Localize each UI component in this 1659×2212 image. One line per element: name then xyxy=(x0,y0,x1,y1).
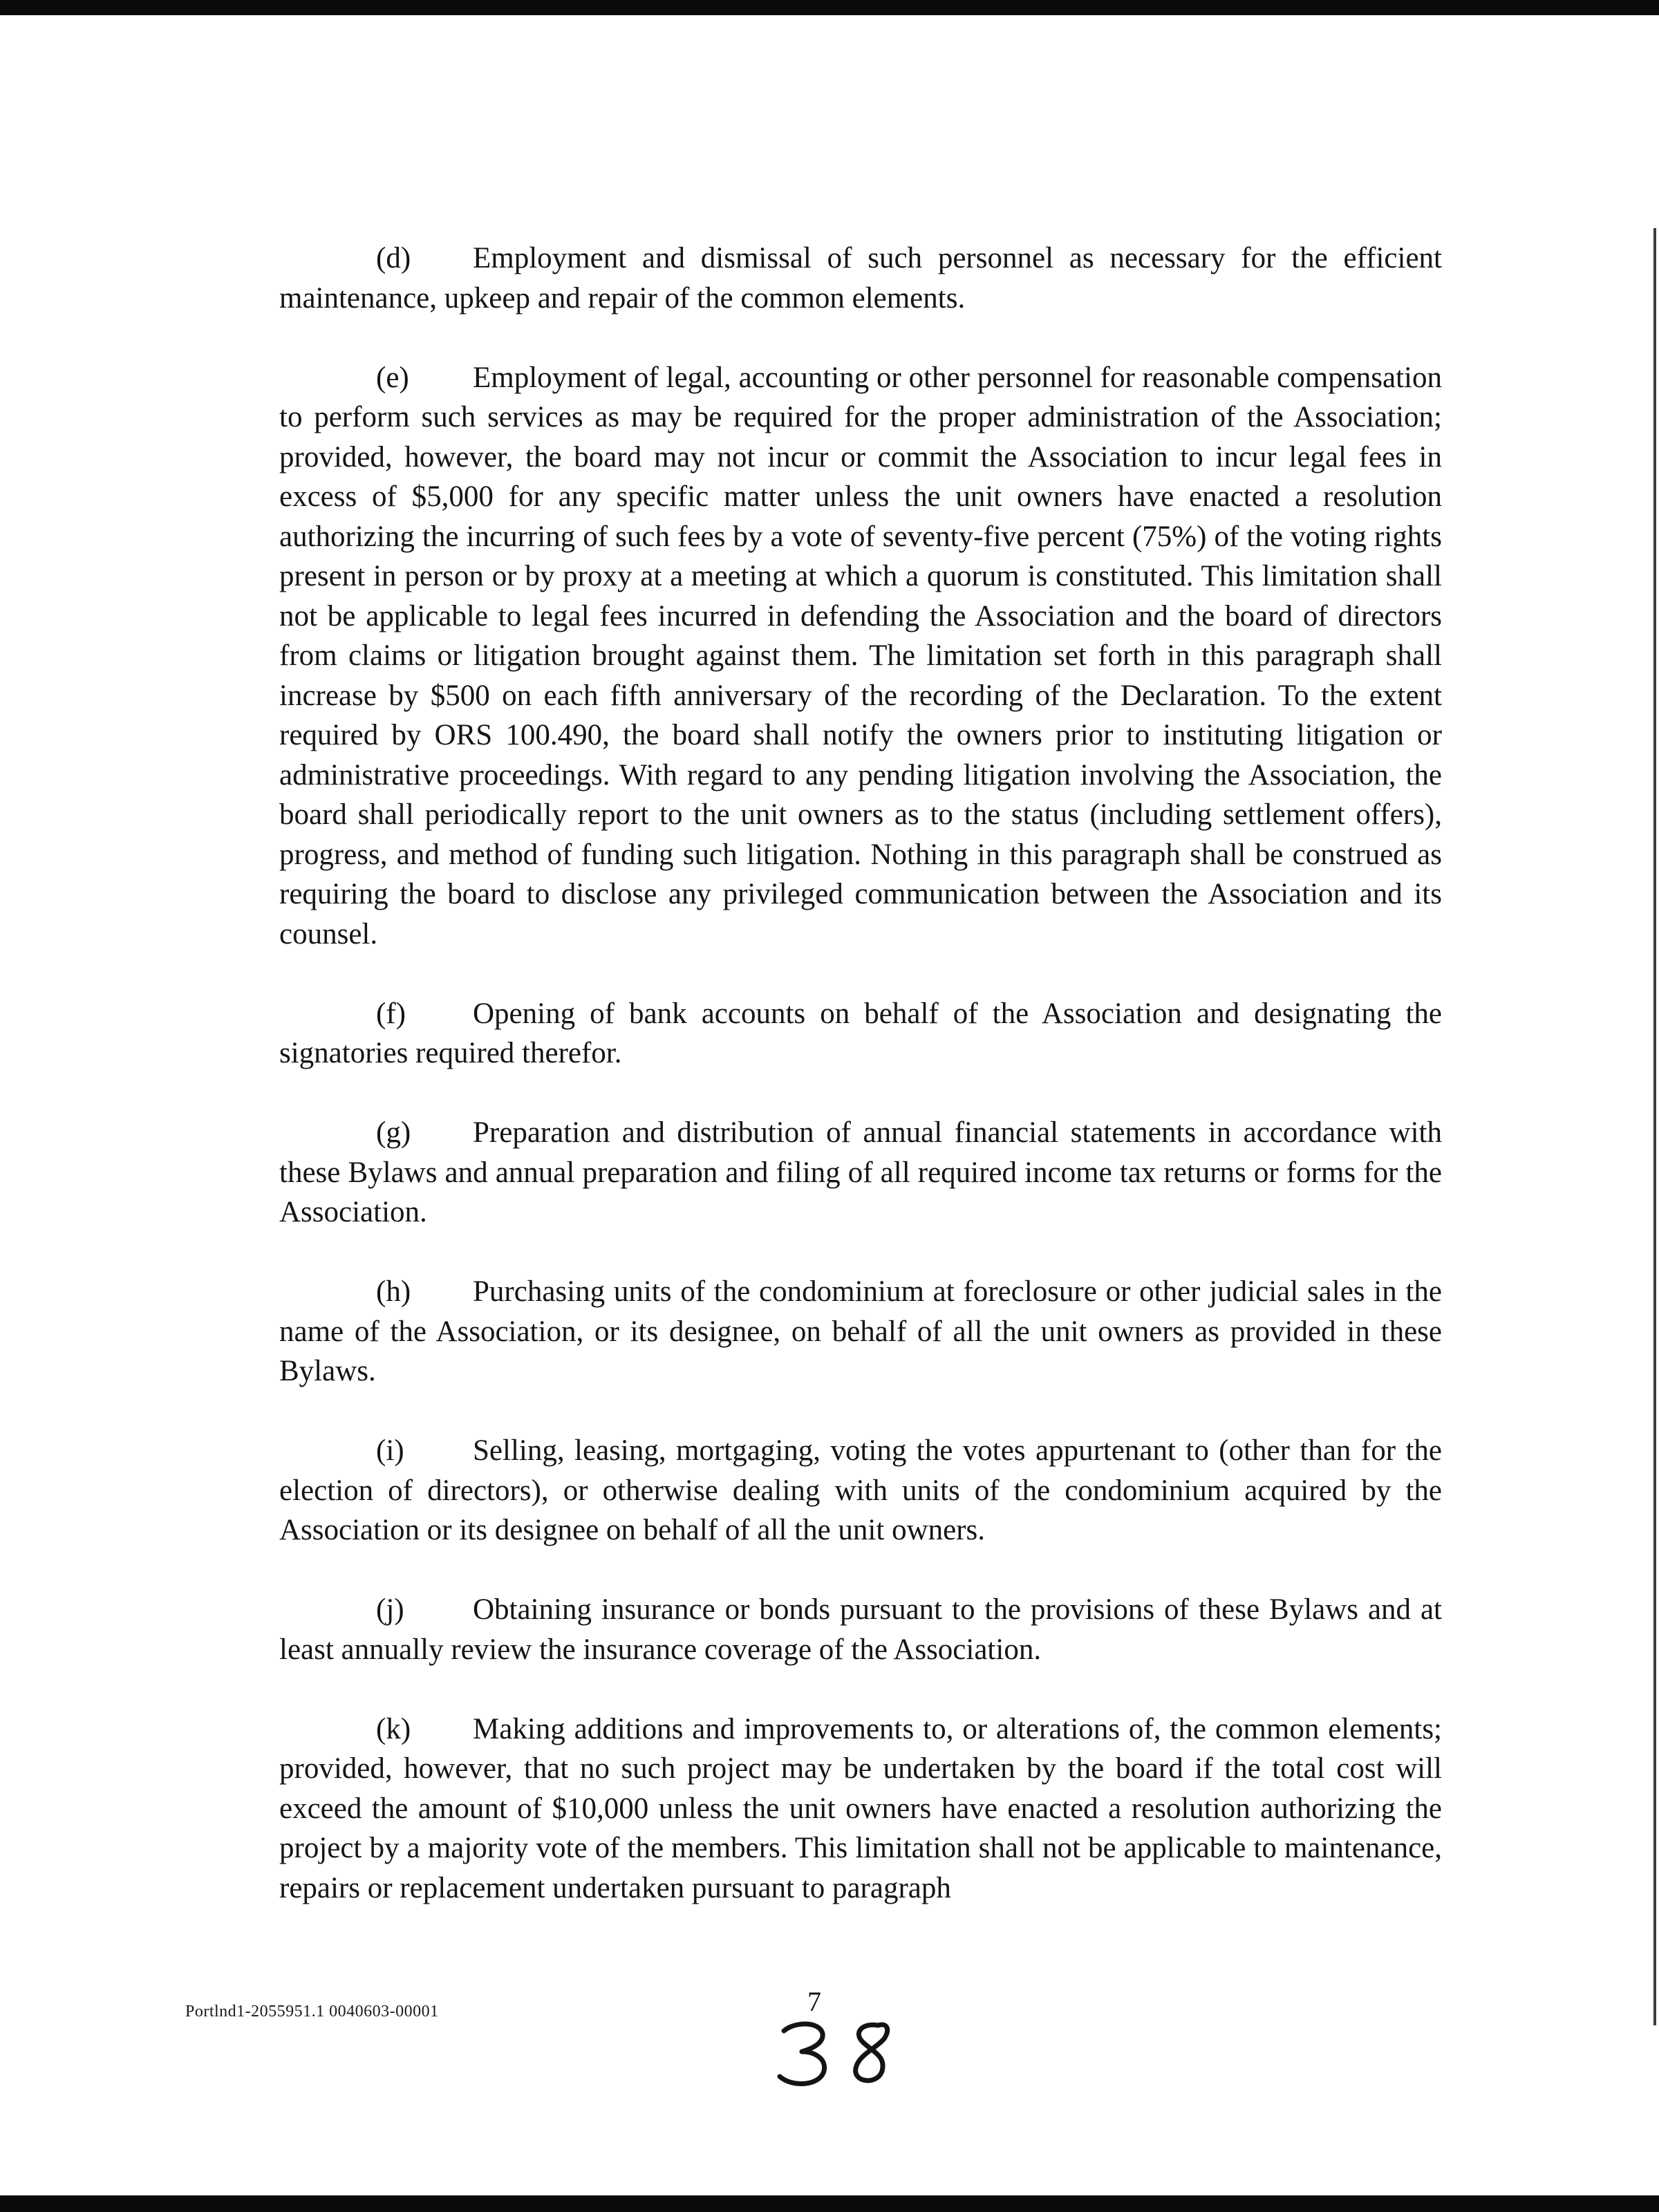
paragraph-text: Employment of legal, accounting or other personnel for reasonable compensation to perform such services as may be required for the proper administration of the Association; provided, however, the board may not incur or commit the Association to incur legal fees in excess of $5,000 for any specific matter unless the unit owners have enacted a resolution authorizing the incurring of such fees by a vote of seventy-five percent (75%) of the voting rights present in person or by proxy at a meeting at which a quorum is constituted. This limitation shall not be applicable to legal fees incurred in defending the Association and the board of directors from claims or litigation brought against them. The limitation set forth in this paragraph shall increase by $500 on each fifth anniversary of the recording of the Declaration. To the extent required by ORS 100.490, the board shall notify the owners prior to instituting litigation or administrative proceedings. With regard to any pending litigation involving the Association, the board shall periodically report to the unit owners as to the status (including settlement offers), progress, and method of funding such litigation. Nothing in this paragraph shall be construed as requiring the board to disclose any privileged communication between the Association and its counsel. xyxy=(279,361,1442,950)
paragraph-i xyxy=(279,1431,1442,1550)
paragraph-label: (f) xyxy=(376,997,406,1030)
page-number: 7 xyxy=(807,1986,821,2017)
paragraph-text: Purchasing units of the condominium at foreclosure or other judicial sales in the name of the Association, or its designee, on behalf of all the unit owners as provided in these Bylaws. xyxy=(279,1275,1442,1387)
paragraph-text: Obtaining insurance or bonds pursuant to the provisions of these Bylaws and at least annually review the insurance coverage of the Association. xyxy=(279,1593,1442,1666)
paragraph-k xyxy=(279,1709,1442,1909)
footer-document-id: Portlnd1-2055951.1 0040603-00001 xyxy=(185,2003,439,2021)
paragraph-label: (k) xyxy=(376,1712,411,1745)
paragraph-label: (g) xyxy=(376,1116,411,1149)
scan-edge-top xyxy=(0,0,1659,15)
paragraph-text: Opening of bank accounts on behalf of the Association and designating the signatories required therefor. xyxy=(279,997,1442,1069)
paragraph-label: (d) xyxy=(376,242,411,274)
paragraph-label: (j) xyxy=(376,1593,404,1626)
scan-edge-right xyxy=(1653,228,1656,2025)
paragraph-label: (i) xyxy=(376,1434,404,1467)
paragraph-f xyxy=(279,994,1442,1074)
paragraph-text: Selling, leasing, mortgaging, voting the votes appurtenant to (other than for the election of directors), or otherwise dealing with units of the condominium acquired by the Association or its designee on behalf of all the unit owners. xyxy=(279,1434,1442,1546)
paragraph-label: (h) xyxy=(376,1275,411,1308)
paragraph-h xyxy=(279,1272,1442,1391)
document-body xyxy=(279,238,1442,1948)
paragraph-g xyxy=(279,1113,1442,1232)
paragraph-text: Preparation and distribution of annual financial statements in accordance with these Bylaws and annual preparation and filing of all required income tax returns or forms for the Association. xyxy=(279,1116,1442,1228)
paragraph-j xyxy=(279,1590,1442,1669)
paragraph-e xyxy=(279,358,1442,955)
handwritten-page-number xyxy=(774,2016,912,2092)
scan-edge-bottom xyxy=(0,2195,1659,2212)
paragraph-text: Employment and dismissal of such personnel as necessary for the efficient maintenance, upkeep and repair of the common elements. xyxy=(279,242,1442,315)
paragraph-text: Making additions and improvements to, or alterations of, the common elements; provided, however, that no such project may be undertaken by the board if the total cost will exceed the amount of $10,000 unless the unit owners have enacted a resolution authorizing the project by a majority vote of the members. This limitation shall not be applicable to maintenance, repairs or replacement undertaken pursuant to paragraph xyxy=(279,1712,1442,1904)
paragraph-label: (e) xyxy=(376,361,409,394)
paragraph-d xyxy=(279,238,1442,318)
